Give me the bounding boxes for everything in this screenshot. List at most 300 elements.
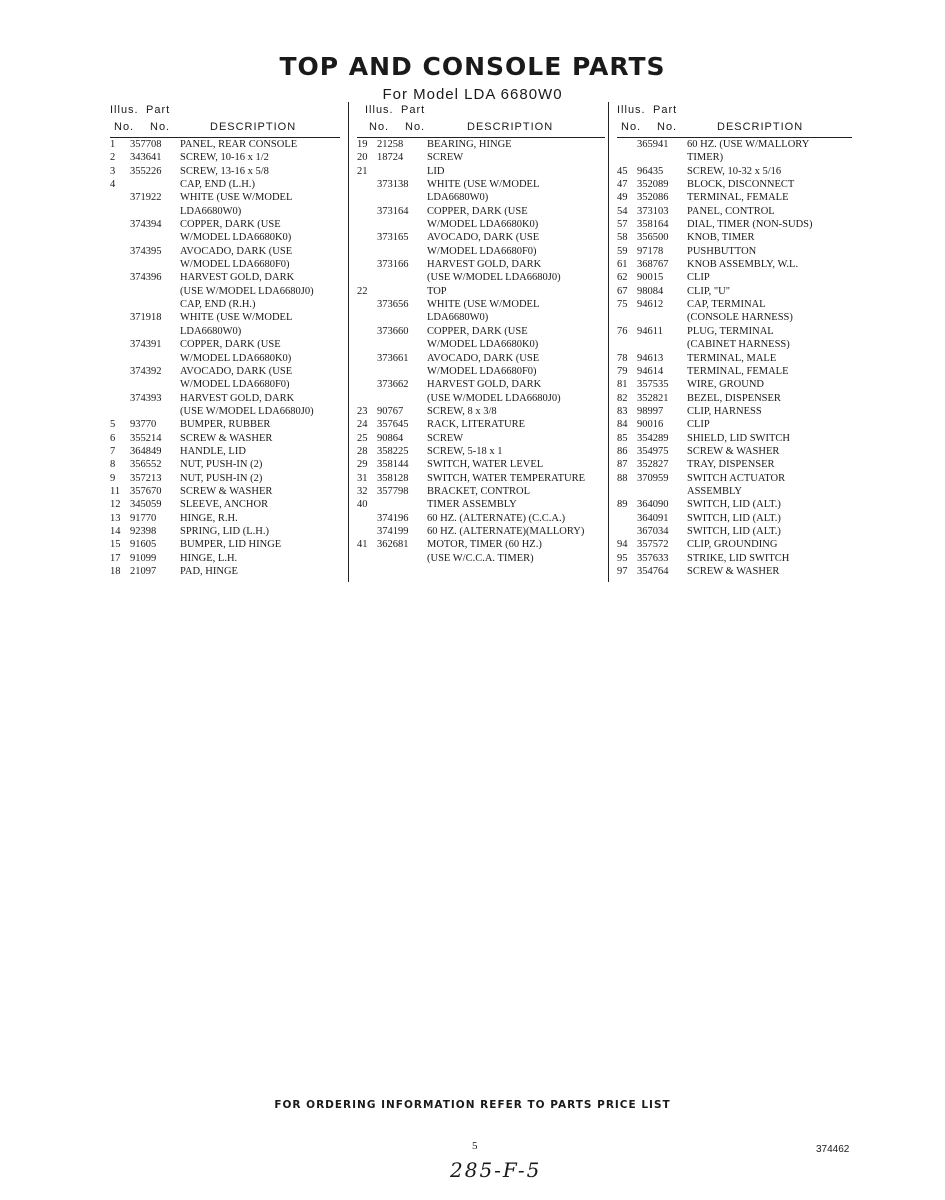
parts-row — [110, 245, 340, 258]
part-number: 373662 — [377, 379, 409, 391]
parts-row — [110, 338, 340, 351]
parts-row — [617, 552, 852, 565]
part-number: 355226 — [130, 165, 162, 177]
parts-row — [110, 485, 340, 498]
parts-row — [357, 485, 605, 498]
parts-row — [110, 151, 340, 164]
part-description: BUMPER, RUBBER — [180, 419, 271, 431]
part-description: 60 HZ. (USE W/MALLORY — [687, 139, 810, 150]
part-description: CLIP — [687, 419, 710, 431]
part-number: 352086 — [637, 192, 669, 204]
part-description: STRIKE, LID SWITCH — [687, 552, 790, 564]
part-description: W/MODEL LDA6680F0) — [427, 245, 537, 257]
parts-row — [357, 311, 605, 324]
part-description: WIRE, GROUND — [687, 379, 764, 391]
part-number: 94613 — [637, 352, 664, 364]
header-part: Part — [653, 104, 678, 116]
part-description: SHIELD, LID SWITCH — [687, 432, 790, 444]
illus-number: 78 — [617, 352, 628, 364]
part-description: PUSHBUTTON — [687, 245, 757, 257]
part-description: SCREW — [427, 432, 464, 444]
parts-row — [617, 445, 852, 458]
column-divider — [608, 102, 609, 582]
illus-number: 49 — [617, 192, 628, 204]
parts-row — [357, 352, 605, 365]
illus-number: 41 — [357, 539, 368, 551]
illus-number: 58 — [617, 232, 628, 244]
parts-row — [617, 378, 852, 391]
header-part: Part — [146, 104, 171, 116]
parts-row — [110, 365, 340, 378]
parts-row — [110, 285, 340, 298]
parts-row — [357, 298, 605, 311]
ordering-footer: FOR ORDERING INFORMATION REFER TO PARTS PRICE LIST — [274, 1099, 671, 1111]
illus-number: 57 — [617, 219, 628, 231]
part-description: WHITE (USE W/MODEL — [427, 299, 540, 311]
parts-row — [617, 405, 852, 418]
illus-number: 54 — [617, 205, 628, 217]
part-description: SPRING, LID (L.H.) — [180, 525, 269, 537]
part-description: KNOB ASSEMBLY, W.L. — [687, 259, 799, 271]
part-description: WHITE (USE W/MODEL — [427, 179, 540, 191]
part-number: 373660 — [377, 325, 409, 337]
parts-row — [617, 485, 852, 498]
part-number: 373166 — [377, 259, 409, 271]
part-number: 373165 — [377, 232, 409, 244]
parts-row — [110, 178, 340, 191]
parts-row — [110, 538, 340, 551]
part-description: AVOCADO, DARK (USE — [427, 352, 540, 364]
part-number: 364849 — [130, 445, 162, 457]
parts-row — [617, 271, 852, 284]
parts-row — [617, 231, 852, 244]
header-illus: Illus. — [365, 104, 394, 116]
part-number: 368767 — [637, 259, 669, 271]
parts-row — [617, 525, 852, 538]
parts-row — [617, 392, 852, 405]
parts-row — [617, 151, 852, 164]
part-description: W/MODEL LDA6680K0) — [427, 219, 539, 231]
part-number: 374199 — [377, 525, 409, 537]
parts-row — [617, 338, 852, 351]
parts-row — [617, 472, 852, 485]
illus-number: 88 — [617, 472, 628, 484]
part-description: SCREW & WASHER — [687, 445, 780, 457]
illus-number: 5 — [110, 419, 116, 431]
part-description: LID — [427, 165, 445, 177]
parts-row — [357, 245, 605, 258]
parts-row — [357, 538, 605, 551]
illus-number: 23 — [357, 405, 368, 417]
parts-row — [617, 258, 852, 271]
parts-rows — [357, 138, 605, 565]
parts-row — [357, 512, 605, 525]
parts-row — [357, 191, 605, 204]
illus-number: 75 — [617, 299, 628, 311]
part-description: CLIP, GROUNDING — [687, 539, 778, 551]
column-header — [357, 102, 605, 138]
illus-number: 59 — [617, 245, 628, 257]
parts-row — [617, 512, 852, 525]
part-number: 18724 — [377, 152, 404, 164]
part-description: SWITCH, WATER LEVEL — [427, 459, 544, 471]
part-number: 98084 — [637, 285, 664, 297]
parts-column-2 — [357, 102, 605, 565]
part-description: LDA6680W0) — [180, 325, 242, 337]
parts-row — [617, 191, 852, 204]
part-number: 358164 — [637, 219, 669, 231]
part-description: (CABINET HARNESS) — [687, 339, 790, 351]
part-description: HANDLE, LID — [180, 445, 246, 457]
illus-number: 95 — [617, 552, 628, 564]
header-illus-no: No. — [114, 121, 135, 133]
illus-number: 81 — [617, 379, 628, 391]
illus-number: 14 — [110, 525, 121, 537]
parts-row — [617, 352, 852, 365]
part-number: 352089 — [637, 179, 669, 191]
part-description: (USE W/MODEL LDA6680J0) — [427, 392, 561, 404]
part-description: SWITCH, LID (ALT.) — [687, 525, 781, 537]
part-description: SWITCH ACTUATOR — [687, 472, 786, 484]
parts-row — [110, 512, 340, 525]
part-number: 354764 — [637, 566, 669, 577]
parts-row — [110, 418, 340, 431]
parts-row — [110, 258, 340, 271]
illus-number: 22 — [357, 285, 368, 297]
part-description: LDA6680W0) — [427, 312, 489, 324]
parts-row — [110, 432, 340, 445]
part-number: 357708 — [130, 139, 162, 150]
part-number: 357645 — [377, 419, 409, 431]
parts-rows — [617, 138, 852, 578]
part-description: COPPER, DARK (USE — [427, 205, 528, 217]
part-description: CLIP, "U" — [687, 285, 730, 297]
parts-row — [110, 405, 340, 418]
header-part-no: No. — [405, 121, 426, 133]
part-number: 373656 — [377, 299, 409, 311]
parts-row — [617, 245, 852, 258]
header-description: DESCRIPTION — [210, 121, 297, 133]
header-description: DESCRIPTION — [717, 121, 804, 133]
part-description: W/MODEL LDA6680K0) — [427, 339, 539, 351]
parts-row — [357, 205, 605, 218]
parts-row — [110, 565, 340, 578]
parts-row — [110, 205, 340, 218]
illus-number: 94 — [617, 539, 628, 551]
parts-row — [617, 311, 852, 324]
part-number: 354975 — [637, 445, 669, 457]
illus-number: 87 — [617, 459, 628, 471]
part-number: 355214 — [130, 432, 162, 444]
part-description: CLIP — [687, 272, 710, 284]
part-number: 91770 — [130, 512, 157, 524]
header-description: DESCRIPTION — [467, 121, 554, 133]
part-number: 94612 — [637, 299, 664, 311]
part-number: 92398 — [130, 525, 157, 537]
part-number: 91605 — [130, 539, 157, 551]
parts-row — [110, 525, 340, 538]
illus-number: 82 — [617, 392, 628, 404]
parts-row — [357, 138, 605, 151]
part-number: 352827 — [637, 459, 669, 471]
illus-number: 17 — [110, 552, 121, 564]
part-description: TIMER ASSEMBLY — [427, 499, 517, 511]
part-description: SWITCH, WATER TEMPERATURE — [427, 472, 585, 484]
parts-row — [357, 231, 605, 244]
part-description: PAD, HINGE — [180, 566, 238, 577]
part-description: TIMER) — [687, 152, 724, 164]
parts-row — [110, 271, 340, 284]
part-description: PANEL, CONTROL — [687, 205, 775, 217]
part-description: W/MODEL LDA6680K0) — [180, 232, 292, 244]
part-number: 356500 — [637, 232, 669, 244]
part-description: WHITE (USE W/MODEL — [180, 192, 293, 204]
illus-number: 89 — [617, 499, 628, 511]
part-description: W/MODEL LDA6680F0) — [427, 365, 537, 377]
illus-number: 32 — [357, 485, 368, 497]
part-number: 345059 — [130, 499, 162, 511]
part-number: 90767 — [377, 405, 404, 417]
part-description: NUT, PUSH-IN (2) — [180, 459, 263, 471]
illus-number: 21 — [357, 165, 368, 177]
part-description: WHITE (USE W/MODEL — [180, 312, 293, 324]
part-number: 352821 — [637, 392, 669, 404]
part-description: LDA6680W0) — [180, 205, 242, 217]
part-description: SCREW, 5-18 x 1 — [427, 445, 503, 457]
illus-number: 31 — [357, 472, 368, 484]
part-number: 357798 — [377, 485, 409, 497]
page-number: 5 — [472, 1140, 478, 1152]
illus-number: 47 — [617, 179, 628, 191]
part-number: 374394 — [130, 219, 162, 231]
parts-rows — [110, 138, 340, 578]
part-number: 371918 — [130, 312, 162, 324]
parts-row — [617, 205, 852, 218]
part-description: (USE W/MODEL LDA6680J0) — [180, 405, 314, 417]
header-illus: Illus. — [110, 104, 139, 116]
part-description: SWITCH, LID (ALT.) — [687, 499, 781, 511]
parts-row — [617, 178, 852, 191]
part-number: 90016 — [637, 419, 664, 431]
parts-row — [357, 365, 605, 378]
illus-number: 1 — [110, 139, 116, 150]
part-description: TRAY, DISPENSER — [687, 459, 775, 471]
parts-row — [357, 458, 605, 471]
parts-row — [357, 525, 605, 538]
parts-row — [110, 472, 340, 485]
part-number: 357572 — [637, 539, 669, 551]
parts-row — [357, 405, 605, 418]
part-number: 362681 — [377, 539, 409, 551]
part-number: 364090 — [637, 499, 669, 511]
part-description: PANEL, REAR CONSOLE — [180, 139, 298, 150]
part-number: 21258 — [377, 139, 404, 150]
part-description: BLOCK, DISCONNECT — [687, 179, 795, 191]
part-number: 373138 — [377, 179, 409, 191]
part-number: 343641 — [130, 152, 162, 164]
parts-row — [617, 565, 852, 578]
illus-number: 11 — [110, 485, 121, 497]
parts-row — [110, 191, 340, 204]
illus-number: 61 — [617, 259, 628, 271]
parts-row — [357, 392, 605, 405]
parts-row — [110, 311, 340, 324]
part-number: 358128 — [377, 472, 409, 484]
part-number: 91099 — [130, 552, 157, 564]
illus-number: 29 — [357, 459, 368, 471]
illus-number: 67 — [617, 285, 628, 297]
parts-row — [110, 378, 340, 391]
part-description: SCREW, 13-16 x 5/8 — [180, 165, 269, 177]
part-description: SLEEVE, ANCHOR — [180, 499, 269, 511]
illus-number: 45 — [617, 165, 628, 177]
part-description: MOTOR, TIMER (60 HZ.) — [427, 539, 542, 551]
parts-row — [357, 218, 605, 231]
part-number: 356552 — [130, 459, 162, 471]
part-description: HARVEST GOLD, DARK — [180, 272, 295, 284]
part-number: 94611 — [637, 325, 663, 337]
parts-row — [110, 138, 340, 151]
part-number: 90864 — [377, 432, 404, 444]
part-description: LDA6680W0) — [427, 192, 489, 204]
header-part-no: No. — [657, 121, 678, 133]
part-description: W/MODEL LDA6680F0) — [180, 379, 290, 391]
part-description: AVOCADO, DARK (USE — [180, 365, 293, 377]
part-description: SCREW, 10-32 x 5/16 — [687, 165, 782, 177]
parts-row — [357, 178, 605, 191]
parts-row — [357, 552, 605, 565]
illus-number: 18 — [110, 566, 121, 577]
part-description: HINGE, L.H. — [180, 552, 238, 564]
part-description: KNOB, TIMER — [687, 232, 755, 244]
part-number: 357213 — [130, 472, 162, 484]
illus-number: 4 — [110, 179, 116, 191]
part-description: (USE W/MODEL LDA6680J0) — [427, 272, 561, 284]
part-description: SCREW & WASHER — [687, 566, 780, 577]
part-number: 374396 — [130, 272, 162, 284]
part-description: CLIP, HARNESS — [687, 405, 762, 417]
parts-row — [357, 472, 605, 485]
illus-number: 15 — [110, 539, 121, 551]
parts-row — [357, 432, 605, 445]
part-number: 373164 — [377, 205, 409, 217]
part-number: 374395 — [130, 245, 162, 257]
part-description: CAP, END (R.H.) — [180, 299, 256, 311]
part-description: COPPER, DARK (USE — [180, 339, 281, 351]
parts-row — [357, 338, 605, 351]
parts-row — [110, 231, 340, 244]
parts-row — [110, 352, 340, 365]
parts-row — [110, 325, 340, 338]
part-number: 373103 — [637, 205, 669, 217]
illus-number: 86 — [617, 445, 628, 457]
parts-row — [617, 538, 852, 551]
illus-number: 13 — [110, 512, 121, 524]
parts-row — [617, 418, 852, 431]
part-description: PLUG, TERMINAL — [687, 325, 774, 337]
part-description: SWITCH, LID (ALT.) — [687, 512, 781, 524]
part-description: BEZEL, DISPENSER — [687, 392, 781, 404]
header-illus-no: No. — [621, 121, 642, 133]
parts-row — [357, 271, 605, 284]
part-number: 367034 — [637, 525, 669, 537]
part-number: 93770 — [130, 419, 157, 431]
illus-number: 97 — [617, 566, 628, 577]
part-description: SCREW — [427, 152, 464, 164]
illus-number: 85 — [617, 432, 628, 444]
illus-number: 6 — [110, 432, 116, 444]
part-number: 374392 — [130, 365, 162, 377]
illus-number: 84 — [617, 419, 628, 431]
document-number: 374462 — [816, 1144, 850, 1155]
part-number: 354289 — [637, 432, 669, 444]
illus-number: 25 — [357, 432, 368, 444]
parts-row — [110, 298, 340, 311]
parts-row — [617, 138, 852, 151]
part-number: 373661 — [377, 352, 409, 364]
parts-row — [357, 418, 605, 431]
column-header — [110, 102, 340, 138]
illus-number: 9 — [110, 472, 116, 484]
part-number: 358144 — [377, 459, 409, 471]
part-description: AVOCADO, DARK (USE — [427, 232, 540, 244]
parts-row — [617, 365, 852, 378]
part-number: 374196 — [377, 512, 409, 524]
part-description: HARVEST GOLD, DARK — [180, 392, 295, 404]
part-number: 374391 — [130, 339, 162, 351]
parts-row — [357, 498, 605, 511]
column-header — [617, 102, 852, 138]
parts-row — [110, 445, 340, 458]
illus-number: 20 — [357, 152, 368, 164]
part-description: ASSEMBLY — [687, 485, 742, 497]
parts-row — [617, 218, 852, 231]
parts-row — [357, 165, 605, 178]
part-description: NUT, PUSH-IN (2) — [180, 472, 263, 484]
part-number: 374393 — [130, 392, 162, 404]
part-number: 96435 — [637, 165, 664, 177]
header-part-no: No. — [150, 121, 171, 133]
parts-row — [357, 258, 605, 271]
part-description: TERMINAL, FEMALE — [687, 365, 789, 377]
part-number: 365941 — [637, 139, 669, 150]
part-description: BEARING, HINGE — [427, 139, 512, 150]
part-description: W/MODEL LDA6680F0) — [180, 259, 290, 271]
parts-row — [110, 458, 340, 471]
part-number: 358225 — [377, 445, 409, 457]
part-description: CAP, END (L.H.) — [180, 179, 255, 191]
part-description: COPPER, DARK (USE — [427, 325, 528, 337]
parts-row — [110, 218, 340, 231]
parts-row — [617, 298, 852, 311]
part-description: BRACKET, CONTROL — [427, 485, 531, 497]
part-description: 60 HZ. (ALTERNATE)(MALLORY) — [427, 525, 585, 537]
column-divider — [348, 102, 349, 582]
part-description: SCREW, 10-16 x 1/2 — [180, 152, 269, 164]
page-title: TOP AND CONSOLE PARTS — [279, 52, 666, 81]
illus-number: 76 — [617, 325, 628, 337]
part-description: TOP — [427, 285, 447, 297]
part-description: DIAL, TIMER (NON-SUDS) — [687, 219, 813, 231]
illus-number: 83 — [617, 405, 628, 417]
part-description: TERMINAL, MALE — [687, 352, 777, 364]
illus-number: 3 — [110, 165, 116, 177]
parts-column-3 — [617, 102, 852, 578]
header-part: Part — [401, 104, 426, 116]
illus-number: 28 — [357, 445, 368, 457]
part-number: 357670 — [130, 485, 162, 497]
parts-row — [357, 325, 605, 338]
